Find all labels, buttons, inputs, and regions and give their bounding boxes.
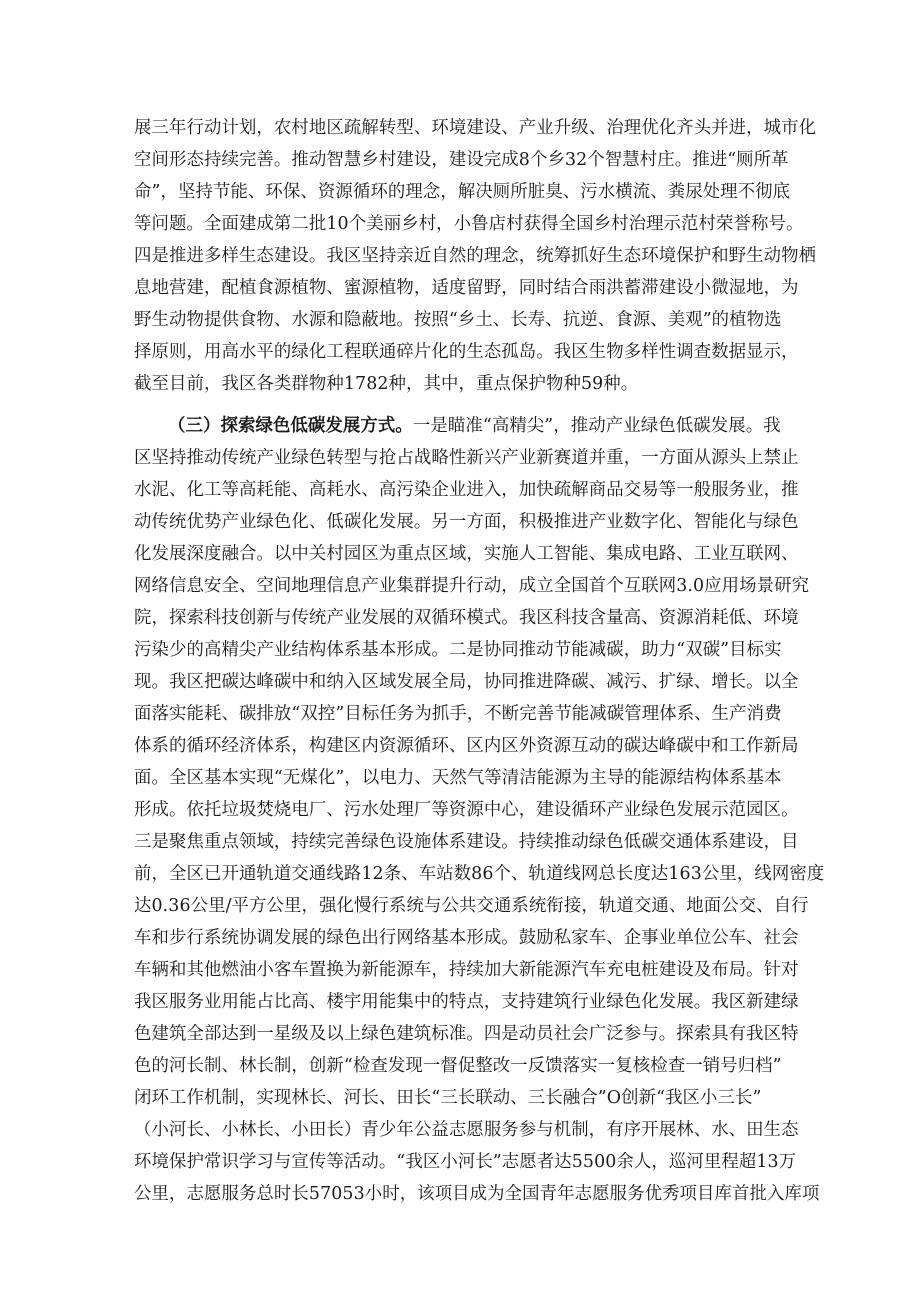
paragraph1-line-9: 截至目前，我区各类群物种1782种，其中，重点保护物种59种。 bbox=[134, 374, 639, 394]
paragraph2-line-10: 体系的循环经济体系，构建区内资源循环、区内区外资源互动的碳达峰碳中和工作新局 bbox=[134, 736, 799, 756]
paragraph1-line-7: 野生动物提供食物、水源和隐蔽地。按照“乡土、长寿、抗逆、食源、美观”的植物选 bbox=[134, 310, 782, 330]
paragraph2-line-4: 化发展深度融合。以中关村园区为重点区域，实施人工智能、集成电路、工业互联网、 bbox=[134, 544, 799, 564]
paragraph2-line-8: 现。我区把碳达峰碳中和纳入区域发展全局，协同推进降碳、减污、扩绿、增长。以全 bbox=[134, 672, 799, 692]
paragraph1-line-4: 等问题。全面建成第二批10个美丽乡村，小鲁店村获得全国乡村治理示范村荣誉称号。 bbox=[134, 214, 804, 234]
paragraph2-line-24: 公里，志愿服务总时长57053小时，该项目成为全国青年志愿服务优秀项目库首批入库项 bbox=[134, 1184, 820, 1204]
paragraph2-line-19: 色建筑全部达到一星级及以上绿色建筑标准。四是动员社会广泛参与。探索具有我区特 bbox=[134, 1024, 799, 1044]
paragraph2-line-22: （小河长、小林长、小田长）青少年公益志愿服务参与机制，有序开展林、水、田生态 bbox=[134, 1120, 799, 1140]
paragraph1-line-3: 命”，坚持节能、环保、资源循环的理念，解决厕所脏臭、污水横流、粪尿处理不彻底 bbox=[134, 182, 791, 202]
paragraph1-line-6: 息地营建，配植食源植物、蜜源植物，适度留野，同时结合雨洪蓄滞建设小微湿地，为 bbox=[134, 278, 799, 298]
paragraph2-line-12: 形成。依托垃圾焚烧电厂、污水处理厂等资源中心，建设循环产业绿色发展示范园区。 bbox=[134, 800, 799, 820]
paragraph2-first-line-text: 一是瞄准“高精尖”，推动产业绿色低碳发展。我 bbox=[412, 416, 781, 436]
paragraph2-line-14: 前，全区已开通轨道交通线路12条、车站数86个、轨道线网总长度达163公里，线网密度 bbox=[134, 864, 825, 884]
paragraph2-line-17: 车辆和其他燃油小客车置换为新能源车，持续加大新能源汽车充电桩建设及布局。针对 bbox=[134, 960, 799, 980]
paragraph2-line-6: 院，探索科技创新与传统产业发展的双循环模式。我区科技含量高、资源消耗低、环境 bbox=[134, 608, 799, 628]
paragraph1-line-2: 空间形态持续完善。推动智慧乡村建设，建设完成8个乡32个智慧村庄。推进“厕所革 bbox=[134, 150, 789, 170]
paragraph2-line-5: 网络信息安全、空间地理信息产业集群提升行动，成立全国首个互联网3.0应用场景研究 bbox=[134, 576, 810, 596]
paragraph2-line-9: 面落实能耗、碳排放“双控”目标任务为抓手，不断完善节能减碳管理体系、生产消费 bbox=[134, 704, 782, 724]
paragraph2-line-7: 污染少的高精尖产业结构体系基本形成。二是协同推动节能减碳，助力“双碳”目标实 bbox=[134, 640, 782, 660]
paragraph2-line-23: 环境保护常识学习与宣传等活动。“我区小河长”志愿者达5500余人，巡河里程超13万 bbox=[134, 1152, 797, 1172]
paragraph2-line-13: 三是聚焦重点领域，持续完善绿色设施体系建设。持续推动绿色低碳交通体系建设，目 bbox=[134, 832, 799, 852]
paragraph2-line-18: 我区服务业用能占比高、楼宇用能集中的特点，支持建筑行业绿色化发展。我区新建绿 bbox=[134, 992, 799, 1012]
paragraph1-line-1: 展三年行动计划，农村地区疏解转型、环境建设、产业升级、治理优化齐头并进，城市化 bbox=[134, 118, 817, 138]
paragraph2-line-16: 车和步行系统协调发展的绿色出行网络基本形成。鼓励私家车、企事业单位公车、社会 bbox=[134, 928, 799, 948]
paragraph2-first-line bbox=[168, 414, 781, 438]
paragraph2-line-3: 动传统优势产业绿色化、低碳化发展。另一方面，积极推进产业数字化、智能化与绿色 bbox=[134, 512, 799, 532]
paragraph2-line-11: 面。全区基本实现“无煤化”，以电力、天然气等清洁能源为主导的能源结构体系基本 bbox=[134, 768, 782, 788]
paragraph2-line-20: 色的河长制、林长制，创新“检查发现一督促整改一反馈落实一复核检查一销号归档” bbox=[134, 1056, 782, 1076]
paragraph2-line-15: 达0.36公里/平方公里，强化慢行系统与公共交通系统衔接，轨道交通、地面公交、自行 bbox=[134, 896, 809, 916]
paragraph1-line-8: 择原则，用高水平的绿化工程联通碎片化的生态孤岛。我区生物多样性调查数据显示， bbox=[134, 342, 799, 362]
paragraph1-line-5: 四是推进多样生态建设。我区坚持亲近自然的理念，统筹抓好生态环境保护和野生动物栖 bbox=[134, 246, 817, 266]
paragraph2-line-21: 闭环工作机制，实现林长、河长、田长“三长联动、三长融合”O创新“我区小三长” bbox=[134, 1088, 762, 1108]
paragraph2-line-1: 区坚持推动传统产业绿色转型与抢占战略性新兴产业新赛道并重，一方面从源头上禁止 bbox=[134, 448, 799, 468]
section-heading: （三）探索绿色低碳发展方式。 bbox=[168, 416, 413, 436]
paragraph2-line-2: 水泥、化工等高耗能、高耗水、高污染企业进入，加快疏解商品交易等一般服务业，推 bbox=[134, 480, 799, 500]
